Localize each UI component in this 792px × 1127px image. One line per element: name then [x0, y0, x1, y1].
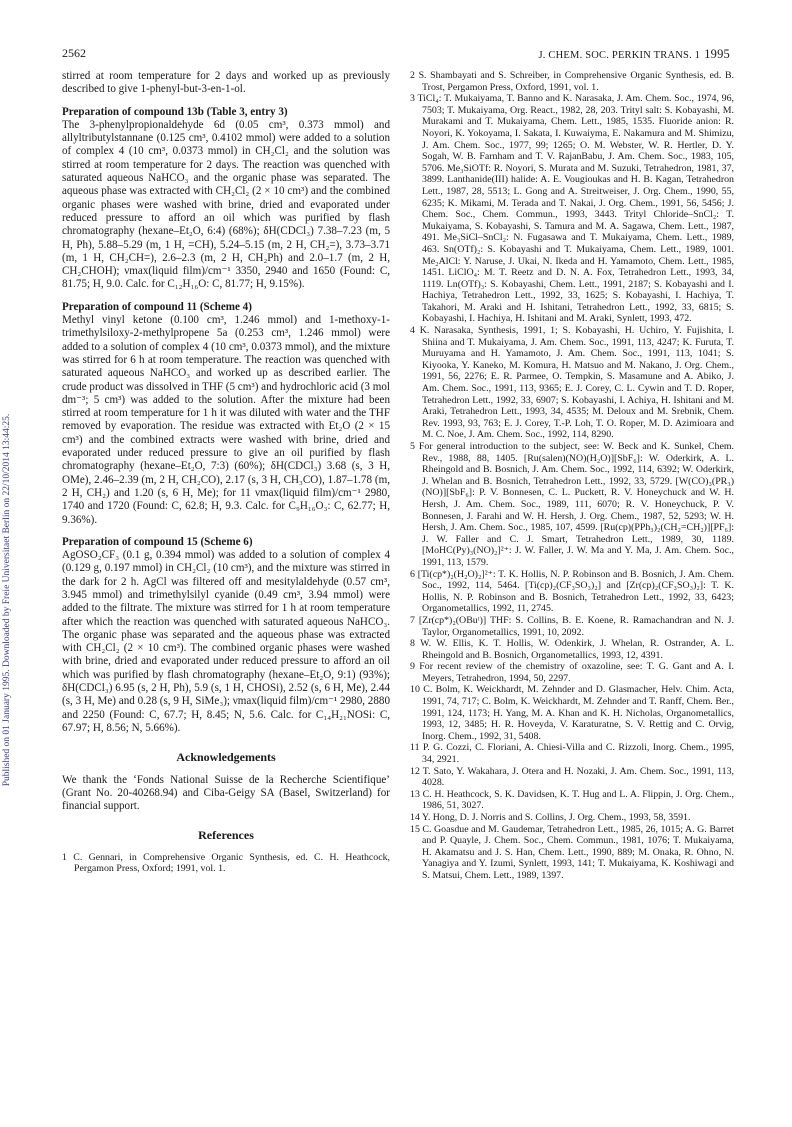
reference-12: 12 T. Sato, Y. Wakahara, J. Otera and H. Nozaki, J. Am. Chem. Soc., 1991, 113, 4028.	[410, 765, 734, 789]
download-watermark	[2, 270, 16, 930]
reference-14: 14 Y. Hong, D. J. Norris and S. Collins, J. Org. Chem., 1993, 58, 3591.	[410, 812, 691, 823]
section-body-11: Methyl vinyl ketone (0.100 cm³, 1.246 mmol) and 1-methoxy-1-trimethylsiloxy-2-methylpropene 5a (0.253 cm³, 1.246 mmol) were added to a solution of complex 4 (10 cm³, 0.0373 mmol), and the mixture was stirred for 6 h at room temperature. The reaction was quenched with saturated aqueous NaHCO₃ and worked up as described earlier. The crude product was dissolved in THF (5 cm³) and hydrochloric acid (3 mol dm⁻³; 5 cm³) was added to the solution. After the mixture had been stirred at room temperature for 1 h it was diluted with water and the THF removed by evaporation. The residue was extracted with Et₂O (2 × 15 cm³) and the combined extracts were washed with brine, dried and evaporated under reduced pressure to give an oil purified by flash chromatography (hexane–Et₂O, 7:3) (60%); δH(CDCl₃) 3.68 (s, 3 H, OMe), 2.46–2.39 (m, 2 H, CH₂CO), 2.17 (s, 3 H, CH₃CO), 1.87–1.78 (m, 2 H, CH₂) and 1.20 (s, 6 H, Me); for 11 νmax(liquid film)/cm⁻¹ 2980, 1740 and 1720 (Found: C, 62.8; H, 9.3. Calc. for C₉H₁₆O₃: C, 62.77; H, 9.36%).	[62, 314, 390, 526]
left-column	[62, 70, 390, 875]
section-heading-15: Preparation of compound 15 (Scheme 6)	[62, 535, 253, 548]
reference-2: 2 S. Shambayati and S. Schreiber, in Comprehensive Organic Synthesis, ed. B. Trost, Pergamon Press, Oxford, 1991, vol. 1.	[410, 70, 734, 93]
download-watermark-text: Published on 01 January 1995. Downloaded by Freie Universitaet Berlin on 22/10/2014 13:44:25.	[2, 413, 12, 787]
reference-15: 15 C. Goasdue and M. Gaudemar, Tetrahedron Lett., 1985, 26, 1015; A. G. Barret and P. Quayle, J. Chem. Soc., Chem. Commun., 1981, 1076; T. Mukaiyama, H. Akamatsu and J. S. Han, Chem. Lett., 1990, 889; M. Onaka, R. Ohno, N. Yanagiya and Y. Izumi, Synlett, 1993, 141; T. Mukaiyama, K. Koshiwagi and S. Matsui, Chem. Lett., 1989, 1397.	[410, 823, 734, 881]
right-column	[410, 70, 734, 882]
reference-11: 11 P. G. Cozzi, C. Floriani, A. Chiesi-Villa and C. Rizzoli, Inorg. Chem., 1995, 34, 2921.	[410, 742, 734, 766]
intro-paragraph: stirred at room temperature for 2 days and worked up as previously described to give 1-phenyl-but-3-en-1-ol.	[62, 70, 390, 96]
section-heading-11: Preparation of compound 11 (Scheme 4)	[62, 300, 252, 313]
section-body-15: AgOSO₂CF₃ (0.1 g, 0.394 mmol) was added to a solution of complex 4 (0.129 g, 0.197 mmol) in CH₂Cl₂ (10 cm³), and the mixture was stirred in the dark for 2 h. AgCl was filtered off and mesitylaldehyde (0.57 cm³, 3.945 mmol) and trimethylsilyl cyanide (0.49 cm³, 3.94 mmol) were added to the filtrate. The mixture was stirred for 1 h at room temperature after which the reaction was quenched with saturated aqueous NaHCO₃. The organic phase was separated and the aqueous phase was extracted with CH₂Cl₂ (2 × 10 cm³). The combined organic phases were washed with brine, dried and evaporated under reduced pressure to afford an oil which was purified by flash chromatography (hexane–Et₂O, 9:1) (93%); δH(CDCl₃) 6.95 (s, 2 H, Ph), 5.9 (s, 1 H, CHOSi), 2.52 (s, 6 H, Me), 2.44 (s, 3 H, Me) and 0.28 (s, 9 H, SiMe₃); νmax(liquid film)/cm⁻¹ 2980, 2880 and 2250 (Found: C, 67.7; H, 8.45; N, 5.6. Calc. for C₁₄H₂₁NOSi: C, 67.97; H, 8.56; N, 5.66%).	[62, 549, 390, 734]
acknowledgements-body: We thank the ‘Fonds National Suisse de la Recherche Scientifique’ (Grant No. 20-40268.94) and Ciba-Geigy SA (Basel, Switzerland) for financial support.	[62, 773, 390, 813]
reference-1: 1 C. Gennari, in Comprehensive Organic Synthesis, ed. C. H. Heathcock, Pergamon Press, Oxford; 1991, vol. 1.	[62, 851, 390, 875]
reference-10: 10 C. Bolm, K. Weickhardt, M. Zehnder and D. Glasmacher, Helv. Chim. Acta, 1991, 74, 717; C. Bolm, K. Weickhardt, M. Zehnder and T. Ranff, Chem. Ber., 1991, 124, 1173; H. Yang, M. A. Khan and K. H. Nicholas, Organometallics, 1993, 12, 3485; H. R. Hoveyda, V. Karaturatne, S. V. Rettig and C. Orvig, Inorg. Chem., 1992, 31, 5408.	[410, 684, 734, 742]
reference-4: 4 K. Narasaka, Synthesis, 1991, 1; S. Kobayashi, H. Uchiro, Y. Fujishita, I. Shiina and T. Mukaiyama, J. Am. Chem. Soc., 1991, 113, 4247; K. Furuta, T. Muruyama and H. Yamamoto, J. Am. Chem. Soc., 1991, 113, 1041; S. Kiyooka, Y. Kaneko, M. Komura, H. Matsuo and M. Nakano, J. Org. Chem., 1991, 56, 2276; E. R. Parmee, O. Tempkin, S. Masamune and A. Abiko, J. Am. Chem. Soc., 1991, 113, 9365; E. J. Corey, C. L. Cywin and T. D. Roper, Tetrahedron Lett., 1992, 33, 6907; S. Kobayashi, I. Achiya, H. Ishitani and M. Araki, Tetrahedron Lett., 1993, 34, 4535; M. Deloux and M. Srebnik, Chem. Rev. 1993, 93, 763; E. J. Corey, T.-P. Loh, T. O. Roper, M. D. Azimioara and M. C. Noe, J. Am. Chem. Soc., 1992, 114, 8290.	[410, 325, 734, 441]
reference-9: 9 For recent review of the chemistry of oxazoline, see: T. G. Gant and A. I. Meyers, Tetrahedron, 1994, 50, 2297.	[410, 661, 734, 684]
section-heading-13b: Preparation of compound 13b (Table 3, entry 3)	[62, 105, 288, 118]
section-body-13b: The 3-phenylpropionaldehyde 6d (0.05 cm³, 0.373 mmol) and allyltributylstannane (0.125 cm³, 0.4102 mmol) were added to a solution of complex 4 (10 cm³, 0.0373 mmol) in CH₂Cl₂ and the solution was stirred at room temperature for 2 days. The reaction was quenched with saturated aqueous NaHCO₃ and the organic phase was separated. The aqueous phase was extracted with CH₂Cl₂ (2 × 10 cm³) and the combined organic phases were washed with brine, dried and evaporated under reduced pressure to afford an oil which was purified by flash chromatography (hexane–Et₂O, 6:4) (68%); δH(CDCl₃) 7.38–7.23 (m, 5 H, Ph), 5.88–5.29 (m, 1 H, =CH), 5.24–5.15 (m, 2 H, CH₂=), 3.73–3.71 (m, 1 H, CH₂CH=), 2.6–2.3 (m, 2 H, CH₂Ph) and 2.0–1.7 (m, 2 H, CH₂CHOH); νmax(liquid film)/cm⁻¹ 3350, 2940 and 1650 (Found: C, 81.75; H, 9.0. Calc. for C₁₂H₁₆O: C, 81.77; H, 9.15%).	[62, 118, 390, 291]
acknowledgements-title: Acknowledgements	[176, 750, 276, 765]
reference-8: 8 W. W. Ellis, K. T. Hollis, W. Odenkirk, J. Whelan, R. Ostrander, A. L. Rheingold and B. Bosnich, Organometallics, 1993, 12, 4391.	[410, 638, 734, 661]
page-number: 2562	[62, 46, 86, 60]
reference-3: 3 TiCl₄: T. Mukaiyama, T. Banno and K. Narasaka, J. Am. Chem. Soc., 1974, 96, 7503; T. Mukaiyama, Org. React., 1982, 28, 203. Trityl salt: S. Kobayashi, M. Murakami and T. Mukaiyama, Chem. Lett., 1985, 1535. Fluoride anion: R. Noyori, K. Yokoyama, I. Sakata, I. Kuwaiyma, E. Nakamura and M. Shimizu, J. Am. Chem. Soc., 1977, 99; 1265; O. M. Webster, W. R. Hertler, D. Y. Sogah, W. B. Farnham and T. V. RajanBabu, J. Am. Chem. Soc., 1983, 105, 5706. Me₃SiOTf: R. Noyori, S. Murata and M. Suzuki, Tetrahedron, 1981, 37, 3899. Lanthanide(III) halide: A. E. Vougioukas and H. B. Kagan, Tetrahedron Lett., 1987, 28, 5513; L. Gong and A. Streitweiser, J. Org. Chem., 1990, 55, 6235; K. Mikami, M. Terada and T. Nakai, J. Org. Chem., 1991, 56, 5456; J. Chem. Soc., Chem. Commun., 1993, 3443. Trityl Chloride–SnCl₂: T. Mukaiyama, S. Kobayashi, S. Tamura and M. A. Sagawa, Chem. Lett., 1987, 491. Me₃SiCl–SnCl₂: N. Fugasawa and T. Mukaiyama, Chem. Lett., 1989, 463. Sn(OTf)₂: S. Kobayashi and T. Mukaiyama, Chem. Lett., 1989, 1001. Me₂AlCl: Y. Naruse, J. Ukai, N. Ikeda and H. Yamamoto, Chem. Lett., 1985, 1451. LiClO₄: M. T. Reetz and D. N. A. Fox, Tetrahedron Lett., 1993, 34, 1119. Ln(OTf)₃: S. Kobayashi, Chem. Lett., 1991, 2187; S. Kobayashi and I. Hachiya, Tetrahedron Lett., 1992, 33, 1625; S. Kobayashi, I. Hachiya, T. Takahori, M. Araki and H. Ishitani, Tetrahedron Lett., 1992, 33, 6815; S. Kobayashi, I. Hachiya, H. Ishitani and M. Araki, Synlett, 1993, 472.	[410, 93, 734, 325]
reference-6: 6 [Ti(cp*)₂(H₂O)₂]²⁺: T. K. Hollis, N. P. Robinson and B. Bosnich, J. Am. Chem. Soc., 1992, 114, 5464. [Ti(cp)₂(CF₃SO₃)₂] and [Zr(cp)₂(CF₃SO₃)₂]: T. K. Hollis, N. P. Robinson and B. Bosnich, Tetrahedron Lett., 1992, 33, 6423; Organometallics, 1992, 11, 2745.	[410, 568, 734, 615]
reference-5: 5 For general introduction to the subject, see: W. Beck and K. Sunkel, Chem. Rev., 1988, 88, 1405. [Ru(salen)(NO)(H₂O)][SbF₆]: W. Oderkirk, A. L. Rheingold and B. Bosnich, J. Am. Chem. Soc., 1992, 114, 6392; W. Oderkirk, J. Whelan and B. Bosnich, Tetrahedron Lett., 1992, 33, 5729. [W(CO)₃(PR₃)(NO)][SbF₆]: P. V. Bonnesen, C. L. Puckett, R. V. Honeychuck and W. H. Hersh, J. Am. Chem. Soc., 1989, 111, 6070; R. V. Honeychuck, P. V. Bonnesen, J. Farahi and W. H. Hersh, J. Org. Chem., 1987, 52, 5293; W. H. Hersh, J. Am. Chem. Soc., 1985, 107, 4599. [Ru(cp)(PPh₃)₂(CH₂=CH₂)][PF₆]: J. W. Faller and C. J. Smart, Tetrahedron Lett., 1989, 30, 1189. [MoHC(Py)₃(NO)₂]²⁺: J. W. Faller, J. W. Ma and Y. Ma, J. Am. Chem. Soc., 1991, 113, 1579.	[410, 441, 734, 568]
journal-header	[539, 47, 731, 62]
references-title: References	[198, 828, 254, 843]
reference-13: 13 C. H. Heathcock, S. K. Davidsen, K. T. Hug and L. A. Flippin, J. Org. Chem., 1986, 51, 3027.	[410, 788, 734, 812]
journal-year: 1995	[704, 47, 730, 61]
journal-name: J. CHEM. SOC. PERKIN TRANS. 1	[538, 50, 701, 61]
reference-7: 7 [Zr(cp*)₂(OBuᵗ)] THF: S. Collins, B. E. Koene, R. Ramachandran and N. J. Taylor, Organometallics, 1991, 10, 2092.	[410, 614, 734, 638]
